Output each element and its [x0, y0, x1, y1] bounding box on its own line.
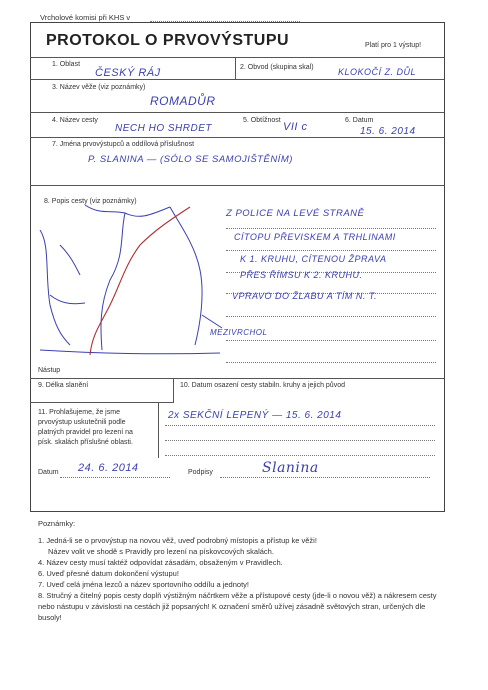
route-sketch: [30, 185, 230, 375]
note-item: 8. Stručný a čitelný popis cesty doplň výstižným náčrtkem věže a přístupové cesty (jde-li o novou věž) a nákresem cesty nebo nástupu v závislosti na cestách již popsaných! K označení směrů užívej zásadně světových stran, určených dle busoly!: [38, 591, 437, 622]
signature-label: Podpisy: [188, 469, 213, 476]
field-3-label: 3. Název věže (viz poznámky): [52, 84, 146, 91]
field-6-value: 15. 6. 2014: [360, 126, 416, 137]
field-10-rule-1: [165, 425, 435, 426]
description-line-3: K 1. KRUHU, CÍTENOU ŽPRAVA: [240, 254, 387, 264]
note-item: 7. Uveď celá jména lezců a název sportovního oddílu a jednoty!: [38, 580, 249, 589]
validity-note: Platí pro 1 výstup!: [365, 42, 422, 49]
field-8-label: 8. Popis cesty (viz poznámky): [44, 198, 137, 205]
description-rule-5: [226, 316, 436, 317]
description-rule-2: [226, 250, 436, 251]
field-4-label: 4. Název cesty: [52, 117, 98, 124]
field-2-label: 2. Obvod (skupina skal): [240, 64, 314, 71]
row4-bottom: [30, 137, 444, 138]
note-item: Název volit ve shodě s Pravidly pro lezení na pískovcových skalách.: [48, 547, 274, 556]
description-rule-1: [226, 228, 436, 229]
field-9-label: 9. Délka slanění: [38, 382, 89, 389]
row1-bottom: [30, 79, 444, 80]
committee-line: [150, 21, 300, 22]
description-rule-7: [226, 362, 436, 363]
field-1-value: ČESKÝ RÁJ: [95, 67, 161, 79]
field-4-value: NECH HO SHRDET: [115, 123, 213, 134]
note-item: 1. Jedná-li se o prvovýstup na novou věž, uveď podrobný místopis a přístup ke věži!: [38, 536, 317, 545]
date-value: 24. 6. 2014: [78, 462, 139, 474]
description-rule-6: [226, 340, 436, 341]
field-2-value: KLOKOČÍ Z. DŮL: [338, 67, 417, 77]
field-7-label: 7. Jména prvovýstupců a oddílová příslušnost: [52, 141, 195, 148]
row11-divider: [158, 402, 159, 458]
sketch-start-label: Nástup: [38, 367, 61, 374]
committee-label: Vrcholové komisi při KHS v: [40, 13, 131, 22]
row3-bottom: [30, 112, 444, 113]
field-10-rule-2: [165, 440, 435, 441]
field-10-label: 10. Datum osazení cesty stabiln. kruhy a jejich původ: [180, 382, 345, 389]
field-7-value: P. SLANINA — (SÓLO SE SAMOJIŠTĚNÍM): [88, 154, 293, 165]
note-item: 6. Uveď přesné datum dokončení výstupu!: [38, 569, 179, 578]
description-line-2: CÍTOPU PŘEVISKEM A TRHLINAMI: [234, 232, 396, 242]
row8-bottom: [30, 378, 444, 379]
signature-rule: [220, 477, 430, 478]
row1-divider: [235, 57, 236, 79]
field-5-label: 5. Obtížnost: [243, 117, 281, 124]
row9-bottom: [30, 402, 174, 403]
field-5-value: VII c: [283, 121, 308, 133]
field-10-value: 2x SEKČNÍ LEPENÝ — 15. 6. 2014: [168, 410, 342, 421]
field-1-label: 1. Oblast: [52, 61, 81, 68]
field-3-value: ROMADŮR: [150, 94, 216, 108]
field-10-rule-3: [165, 455, 435, 456]
note-item: 4. Název cesty musí taktéž odpovídat zásadám, obsaženým v Pravidlech.: [38, 558, 283, 567]
signature-value: Slanina: [262, 460, 319, 476]
sketch-arrow-label: MEZIVRCHOL: [210, 328, 268, 337]
field-6-label: 6. Datum: [345, 117, 374, 124]
notes-section: [38, 518, 438, 623]
date-rule: [60, 477, 170, 478]
row9-divider: [173, 378, 174, 402]
header-divider: [30, 57, 444, 58]
description-line-1: Z POLICE NA LEVÉ STRANĚ: [226, 208, 365, 219]
page-title: PROTOKOL O PRVOVÝSTUPU: [46, 32, 290, 49]
field-11-text: 11. Prohlašujeme, že jsme prvovýstup uskutečnili podle platných pravidel pro lezení na písk. skalách příslušné oblasti.: [38, 409, 133, 446]
description-line-4: PŘES ŘÍMSU K 2. KRUHU.: [240, 270, 363, 280]
notes-heading: Poznámky:: [38, 519, 76, 528]
description-line-5: VPRAVO DO ŽLABU A TÍM N. T.: [232, 291, 378, 301]
date-label: Datum: [38, 469, 59, 476]
